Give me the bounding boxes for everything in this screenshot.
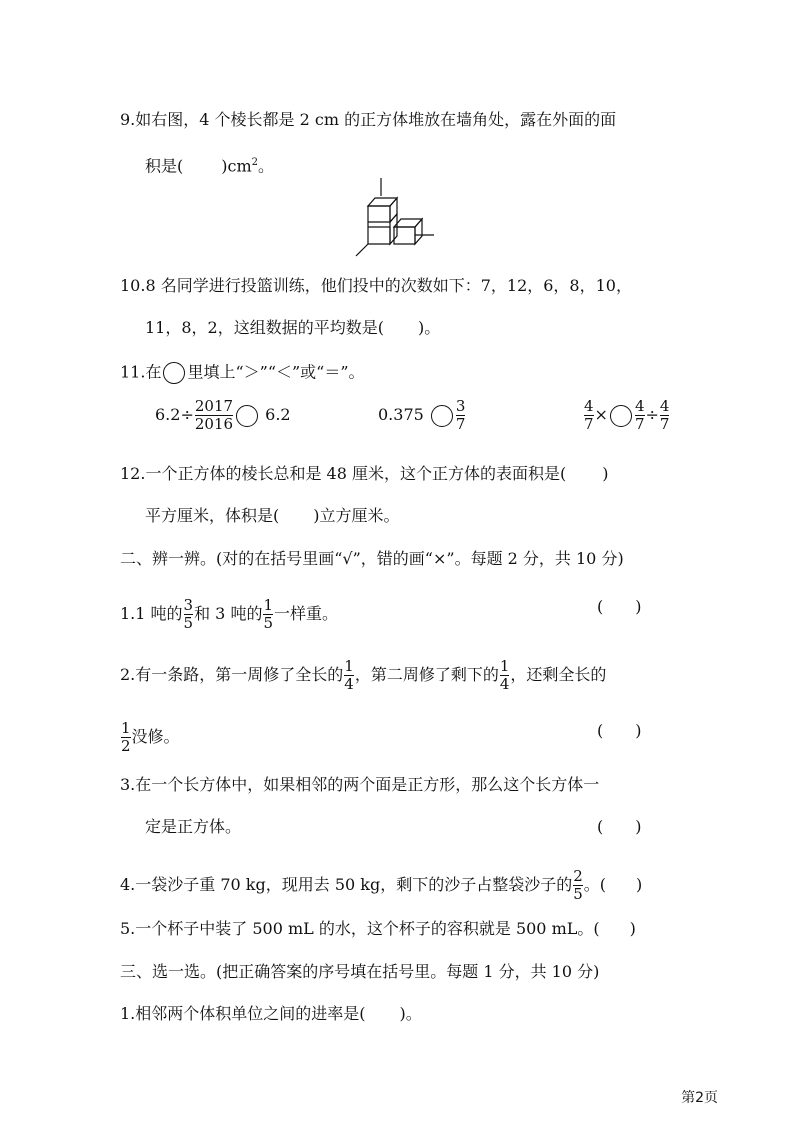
sec2-i2-a: 2.有一条路，第一周修了全长的 bbox=[120, 665, 344, 684]
q9-line2-pre: 积是( bbox=[145, 156, 184, 176]
sec3-i1-pre: 1.相邻两个体积单位之间的进率是( bbox=[120, 1004, 366, 1023]
sec2-i2-b: ，第二周修了剩下的 bbox=[354, 665, 499, 684]
sec2-i4-c: ) bbox=[636, 875, 643, 894]
q11-e1-fraction bbox=[195, 398, 233, 433]
q11-e3-d2: 7 bbox=[634, 415, 645, 433]
paren-open: ( bbox=[597, 721, 604, 740]
q11-e1-left: 6.2÷ bbox=[155, 405, 194, 424]
q12-line1 bbox=[120, 464, 608, 484]
q11-e3-op2: ÷ bbox=[645, 405, 659, 424]
sec3-item1 bbox=[120, 1004, 422, 1024]
q11-e2-left: 0.375 bbox=[378, 405, 424, 424]
sec2-item1 bbox=[120, 597, 338, 632]
q9-line2-post: )cm bbox=[221, 156, 252, 176]
sec2-item3-line2: 定是正方体。 bbox=[145, 817, 242, 836]
section2-heading: 二、辨一辨。(对的在括号里画“√”，错的画“×”。每题 2 分，共 10 分) bbox=[120, 549, 624, 568]
q11-e3-n2: 4 bbox=[634, 397, 645, 415]
q11-pre: 11.在 bbox=[120, 362, 162, 382]
sec2-i4-frac bbox=[573, 868, 583, 903]
q12-line2-post: )立方厘米。 bbox=[313, 506, 400, 525]
q11-e3-d1: 7 bbox=[584, 415, 594, 433]
sec2-i1-f1n: 3 bbox=[183, 596, 194, 614]
sec3-i1-post: )。 bbox=[399, 1004, 422, 1023]
q9-unit-sup: 2 bbox=[251, 157, 258, 168]
q11-e3-n1: 4 bbox=[584, 397, 594, 415]
sec2-i2-f3d: 2 bbox=[121, 737, 131, 755]
sec2-i1-a: 1.1 吨的 bbox=[120, 604, 183, 623]
q10-line1: 10.8 名同学进行投篮训练，他们投中的次数如下：7，12，6，8，10， bbox=[120, 276, 632, 295]
q11-e2-num: 3 bbox=[455, 397, 466, 415]
sec2-item2-answer[interactable] bbox=[597, 721, 642, 741]
answer-circle-icon[interactable] bbox=[236, 405, 258, 427]
page-number: 第2页 bbox=[681, 1090, 718, 1106]
paren-close: ) bbox=[635, 597, 642, 616]
sec2-i2-f2d: 4 bbox=[499, 675, 510, 693]
sec2-i4-a: 4.一袋沙子重 70 kg，现用去 50 kg，剩下的沙子占整袋沙子的 bbox=[120, 875, 573, 894]
sec2-i1-frac1 bbox=[184, 597, 194, 632]
q9-tail: 。 bbox=[258, 156, 275, 176]
answer-circle-icon[interactable] bbox=[610, 405, 632, 427]
q9-line1: 9.如右图，4 个棱长都是 2 cm 的正方体堆放在墙角处，露在外面的面 bbox=[120, 110, 617, 129]
sec2-i2-frac2 bbox=[500, 658, 510, 693]
q11-expr1 bbox=[155, 398, 291, 433]
sec2-i4-fd: 5 bbox=[573, 885, 583, 903]
sec2-i1-b: 和 3 吨的 bbox=[194, 604, 263, 623]
sec2-i5-b: ) bbox=[629, 919, 636, 938]
section3-heading: 三、选一选。(把正确答案的序号填在括号里。每题 1 分，共 10 分) bbox=[120, 962, 600, 981]
sec2-item3-answer[interactable] bbox=[597, 817, 642, 837]
q9-line2 bbox=[145, 153, 274, 176]
q11-e3-d3: 7 bbox=[659, 415, 670, 433]
q10-line2 bbox=[145, 318, 440, 338]
q12-line1-pre: 12.一个正方体的棱长总和是 48 厘米，这个正方体的表面积是( bbox=[120, 464, 567, 483]
sec2-i2-c: ，还剩全长的 bbox=[510, 665, 607, 684]
sec2-i5-a: 5.一个杯子中装了 500 mL 的水，这个杯子的容积就是 500 mL。( bbox=[120, 919, 600, 938]
q11-expr2 bbox=[378, 398, 466, 433]
sec2-item2-line1 bbox=[120, 658, 606, 693]
sec2-i2-f2n: 1 bbox=[499, 657, 510, 675]
q11-e3-fraction2 bbox=[635, 398, 645, 433]
stacked-cubes-figure bbox=[354, 178, 444, 260]
q10-line2-post: )。 bbox=[417, 318, 441, 337]
sec2-i2-f1n: 1 bbox=[344, 657, 354, 675]
q10-line2-pre: 11，8，2，这组数据的平均数是( bbox=[145, 318, 384, 337]
sec2-item2-line2 bbox=[120, 720, 180, 755]
answer-circle-icon bbox=[163, 362, 185, 384]
sec2-item1-answer[interactable] bbox=[597, 597, 642, 617]
q11-e2-den: 7 bbox=[455, 415, 466, 433]
sec2-i2-d: 没修。 bbox=[131, 727, 180, 746]
q11-e3-fraction1 bbox=[584, 398, 594, 433]
q12-line1-post: ) bbox=[602, 464, 609, 483]
q12-line2 bbox=[145, 506, 400, 526]
q11-e1-right: 6.2 bbox=[265, 405, 291, 424]
q11-e3-n3: 4 bbox=[659, 397, 670, 415]
answer-circle-icon[interactable] bbox=[431, 405, 453, 427]
q11-instruction bbox=[120, 362, 365, 384]
q12-line2-pre: 平方厘米，体积是( bbox=[145, 506, 280, 525]
q11-post: 里填上“＞”“＜”或“＝”。 bbox=[187, 362, 365, 382]
q11-e3-op1: × bbox=[594, 405, 608, 424]
sec2-item3-line1: 3.在一个长方体中，如果相邻的两个面是正方形，那么这个长方体一 bbox=[120, 775, 600, 794]
sec2-i1-frac2 bbox=[263, 597, 273, 632]
sec2-i4-b: 。( bbox=[583, 875, 607, 894]
paren-close: ) bbox=[635, 817, 642, 836]
paren-open: ( bbox=[597, 817, 604, 836]
sec2-item4 bbox=[120, 868, 642, 903]
q11-expr3 bbox=[583, 398, 670, 433]
paren-open: ( bbox=[597, 597, 604, 616]
sec2-item5 bbox=[120, 919, 636, 939]
sec2-i2-frac1 bbox=[344, 658, 354, 693]
sec2-i1-c: 一样重。 bbox=[274, 604, 339, 623]
q11-e2-fraction bbox=[456, 398, 466, 433]
paren-close: ) bbox=[635, 721, 642, 740]
sec2-i2-frac3 bbox=[121, 720, 131, 755]
sec2-i2-f3n: 1 bbox=[121, 719, 131, 737]
sec2-i2-f1d: 4 bbox=[344, 675, 354, 693]
sec2-i1-f2n: 1 bbox=[263, 596, 273, 614]
sec2-i4-fn: 2 bbox=[573, 867, 583, 885]
sec2-i1-f2d: 5 bbox=[263, 614, 273, 632]
sec2-i1-f1d: 5 bbox=[183, 614, 194, 632]
q11-e3-fraction3 bbox=[660, 398, 670, 433]
q11-e1-den: 2016 bbox=[194, 415, 234, 433]
q11-e1-num: 2017 bbox=[194, 397, 234, 415]
